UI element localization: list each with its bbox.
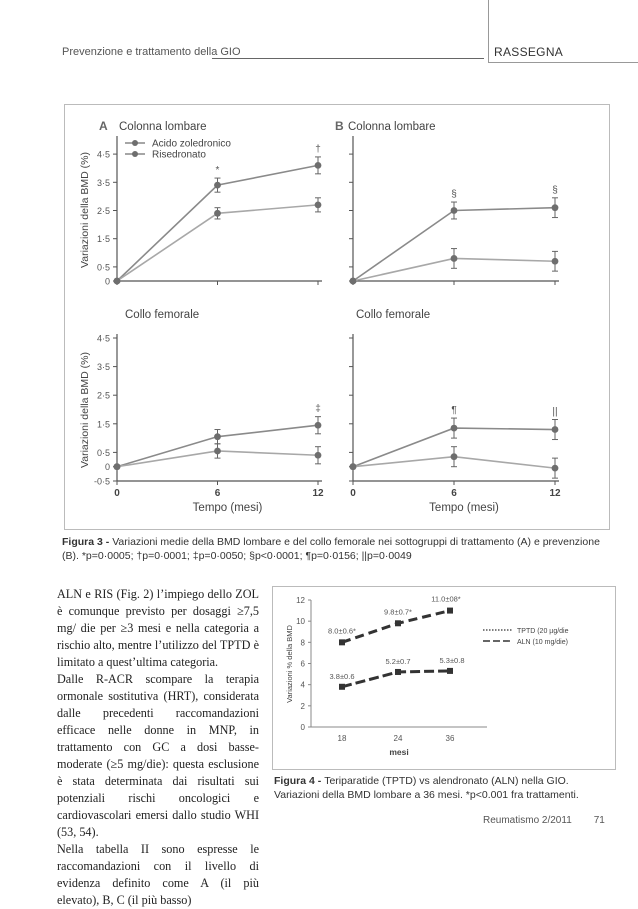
panel-d-data-point [552, 426, 559, 433]
footer-journal: Reumatismo 2/2011 [483, 815, 572, 826]
figure-3-y-label-2: Variazioni della BMD (%) [79, 352, 91, 468]
panel-c-x-label: Tempo (mesi) [192, 502, 263, 514]
panel-b-title: Colonna lombare [348, 121, 436, 133]
fig4-data-label: 5.3±0.8 [439, 655, 465, 665]
panel-c-data-point [315, 452, 322, 459]
panel-b-significance-mark: § [552, 184, 558, 196]
header-left: Prevenzione e trattamento della GIO [62, 46, 241, 58]
panel-d-data-point [451, 425, 458, 432]
fig4-x-tick-label: 24 [393, 734, 403, 743]
panel-a-data-point [315, 162, 322, 169]
panel-d-x-tick-label: 12 [549, 488, 561, 499]
figure-4-caption-text: Teriparatide (TPTD) vs alendronato (ALN) nella GIO. Variazioni della BMD lombare a 36 mesi. *p<0.001 fra trattamenti. [274, 775, 579, 801]
fig4-y-tick-label: 4 [300, 680, 305, 690]
fig4-y-tick-label: 8 [300, 638, 305, 648]
panel-b-data-point [350, 278, 357, 285]
panel-c-y-tick-label: 3·5 [96, 362, 110, 373]
panel-a-y-tick-label: 3·5 [96, 177, 110, 188]
fig4-x-tick-label: 18 [337, 734, 347, 743]
fig4-data-label: 9.8±0.7* [384, 607, 412, 617]
panel-c-y-tick-label: 0 [104, 462, 110, 473]
fig4-x-tick-label: 36 [445, 734, 455, 743]
panel-b-data-point [451, 207, 458, 214]
panel-c-title: Collo femorale [125, 309, 200, 321]
panel-c-x-tick-label: 12 [312, 488, 324, 499]
figure-4-caption [274, 774, 614, 802]
panel-c-y-tick-label: 1·5 [96, 419, 110, 430]
panel-a-data-point [315, 201, 322, 208]
panel-a-y-tick-label: 0·5 [96, 262, 110, 273]
panel-a-y-tick-label: 0 [104, 276, 110, 287]
panel-b-data-point [451, 255, 458, 262]
panel-c-data-point [315, 422, 322, 429]
panel-c-data-point [214, 433, 221, 440]
legend-swatch-marker [132, 140, 138, 146]
panel-b-data-point [552, 258, 559, 265]
fig4-y-tick-label: 12 [296, 596, 305, 605]
panel-a-significance-mark: † [315, 143, 321, 155]
panel-c-x-tick-label: 0 [114, 488, 120, 499]
figure-3-caption [62, 535, 614, 563]
panel-a-letter: A [99, 119, 108, 133]
panel-b-significance-mark: § [451, 189, 457, 201]
fig4-y-tick-label: 6 [300, 659, 305, 669]
panel-a-data-point [114, 278, 121, 285]
fig4-legend-entry-aln: ALN (10 mg/die) [517, 639, 568, 646]
body-paragraph-2: Dalle R-ACR scompare la terapia ormonale sostitutiva (HRT), considerata dalle precedenti raccomandazioni efficace nelle donne in MNP, in trattamento con GC a dosi basse-moderate (≥5 mg/die): questa esclusione è stata determinata dai risultati sui potenziali rischi oncologici e cardiovascolari emersi dallo studio WHI (53, 54). [57, 672, 259, 839]
panel-b-letter: B [335, 119, 344, 133]
figure-3-caption-text: Variazioni medie della BMD lombare e del collo femorale nei sottogruppi di trattamento (A) e prevenzione (B). *p=0·0005; †p=0·0001; ‡p=0·0050; §p<0·0001; ¶p=0·0156; ||p=0·0049 [62, 536, 600, 562]
panel-c-y-tick-label: 0·5 [96, 447, 110, 458]
header-section-label: RASSEGNA [494, 45, 564, 59]
panel-a-data-point [214, 210, 221, 217]
legend-entry-risedronate: Risedronato [152, 149, 206, 161]
panel-d-significance-mark: ¶ [451, 405, 457, 417]
fig4-y-label: Variazioni % della BMD [285, 625, 294, 703]
footer-page-number: 71 [593, 815, 605, 826]
panel-a-data-point [214, 182, 221, 189]
fig4-data-label: 5.2±0.7 [385, 656, 411, 666]
body-text [57, 586, 259, 909]
panel-c-y-tick-label: -0·5 [93, 476, 110, 487]
legend-swatch-marker [132, 151, 138, 157]
panel-c-data-point [214, 448, 221, 455]
panel-c-x-tick-label: 6 [214, 488, 221, 499]
panel-d-x-tick-label: 6 [451, 488, 457, 499]
panel-d-x-label: Tempo (mesi) [429, 502, 499, 514]
panel-d-data-point [350, 463, 357, 470]
fig4-y-tick-label: 10 [296, 617, 305, 627]
panel-c-significance-mark: ‡ [315, 403, 321, 415]
panel-d-title: Collo femorale [356, 309, 431, 321]
figure-4-caption-label: Figura 4 - [274, 775, 325, 787]
panel-c-data-point [114, 463, 121, 470]
panel-a-y-tick-label: 1·5 [96, 234, 110, 245]
panel-c-y-tick-label: 4·5 [96, 333, 110, 344]
panel-d-x-tick-label: 0 [350, 488, 356, 499]
fig4-y-tick-label: 0 [300, 723, 305, 732]
body-paragraph-3: Nella tabella II sono espresse le raccomandazioni con il livello di evidenza definito come A (il più elevato), B, C (il più basso) [57, 842, 259, 907]
panel-d-significance-mark: || [552, 406, 558, 418]
panel-a-y-tick-label: 4·5 [96, 149, 110, 160]
fig4-data-label: 3.8±0.6 [329, 671, 355, 681]
fig4-data-label: 11.0±08* [431, 594, 461, 604]
page-footer [483, 815, 605, 826]
figure-3-y-label-1: Variazioni della BMD (%) [79, 152, 91, 268]
figure-3-caption-label: Figura 3 - [62, 536, 113, 548]
panel-b-data-point [552, 204, 559, 211]
panel-a-y-tick-label: 2·5 [96, 206, 110, 216]
fig4-x-label: mesi [389, 747, 409, 757]
panel-a-significance-mark: * [215, 165, 220, 177]
figure-4-frame [272, 586, 616, 770]
fig4-legend-entry-tptd: TPTD (20 µg/die [517, 628, 569, 635]
panel-c-y-tick-label: 2·5 [96, 390, 110, 401]
panel-d-data-point [552, 465, 559, 472]
body-paragraph-1: ALN e RIS (Fig. 2) l’impiego dello ZOL è comunque previsto per dosaggi ≥7,5 mg/ die per ≥3 mesi e nella categoria a rischio alto, mentre l’utilizzo del TPTD è limitato a quest’ultima categoria. [57, 587, 259, 669]
fig4-data-label: 8.0±0.6* [328, 626, 356, 636]
panel-a-title: Colonna lombare [119, 121, 207, 133]
panel-d-data-point [451, 453, 458, 460]
fig4-y-tick-label: 2 [300, 701, 305, 711]
legend-entry-zoledronic: Acido zoledronico [152, 138, 231, 150]
